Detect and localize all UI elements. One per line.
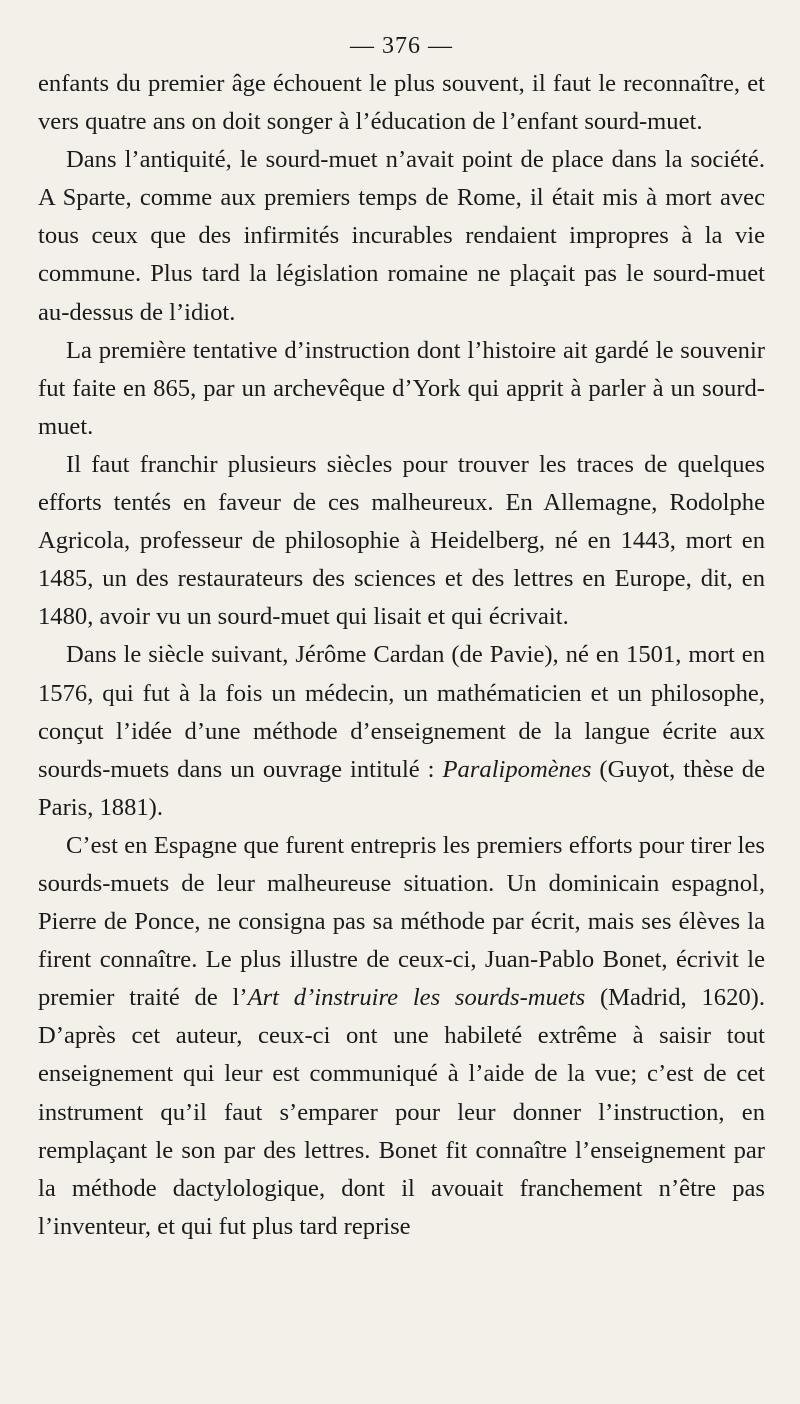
page-number: — 376 — — [350, 33, 453, 59]
paragraph-4: Il faut franchir plusieurs siècles pour trouver les traces de quelques efforts tentés en faveur de ces malheureux. En Allemagne, Rodolphe Agricola, professeur de philosophie à Heidelberg, né en 1443, mort en 1485, un des restaurateurs des sciences et des lettres en Europe, dit, en 1480, avoir vu un sourd-muet qui lisait et qui écrivait. — [38, 450, 765, 631]
book-page — [38, 28, 765, 1246]
paragraph-6-text-a: C’est en Espagne que furent entrepris les premiers efforts pour tirer les sourds-muets de leur malheureuse situation. Un dominicain espagnol, Pierre de Ponce, ne consigna pas sa méthode par écrit, mais ses élèves la firent connaître. Le plus illustre de ceux-ci, Juan-Pablo Bonet, écrivit le premier traité de l’ — [38, 831, 765, 1012]
paragraph-5 — [38, 636, 765, 826]
paragraph-2: Dans l’antiquité, le sourd-muet n’avait point de place dans la société. A Sparte, comme aux premiers temps de Rome, il était mis à mort avec tous ceux que des infirmités incurables rendaient impropres à la vie commune. Plus tard la législation romaine ne plaçait pas le sourd-muet au-dessus de l’idiot. — [38, 146, 765, 326]
paragraph-5-text-a: Dans le siècle suivant, Jérôme Cardan (de Pavie), né en 1501, mort en 1576, qui fut à la fois un médecin, un mathématicien et un philosophe, conçut l’idée d’une méthode d’enseignement de la langue écrite aux sourds-muets dans un ouvrage intitulé : — [38, 641, 765, 783]
paragraph-6 — [38, 827, 765, 1246]
paragraph-1: enfants du premier âge échouent le plus souvent, il faut le reconnaître, et vers quatre ans on doit songer à l’éducation de l’enfant sourd-muet. — [38, 70, 765, 136]
paragraph-5-book-title: Paralipomènes — [442, 755, 592, 783]
paragraph-3: La première tentative d’instruction dont l’histoire ait gardé le souvenir fut faite en 865, par un archevêque d’York qui apprit à parler à un sourd-muet. — [38, 336, 765, 440]
paragraph-6-book-title: Art d’instruire les sourds-muets — [247, 984, 586, 1012]
paragraph-5-text-b: (Guyot, thèse de Paris, 1881). — [38, 755, 765, 821]
paragraph-6-text-b: (Madrid, 1620). D’après cet auteur, ceux-ci ont une habileté extrême à saisir tout enseignement qui leur est communiqué à l’aide de la vue; c’est de cet instrument qu’il faut s’emparer pour leur donner l’instruction, en remplaçant le son par des lettres. Bonet fit connaître l’enseignement par la méthode dactylologique, dont il avouait franchement n’être pas l’inventeur, et qui fut plus tard reprise — [38, 984, 765, 1240]
